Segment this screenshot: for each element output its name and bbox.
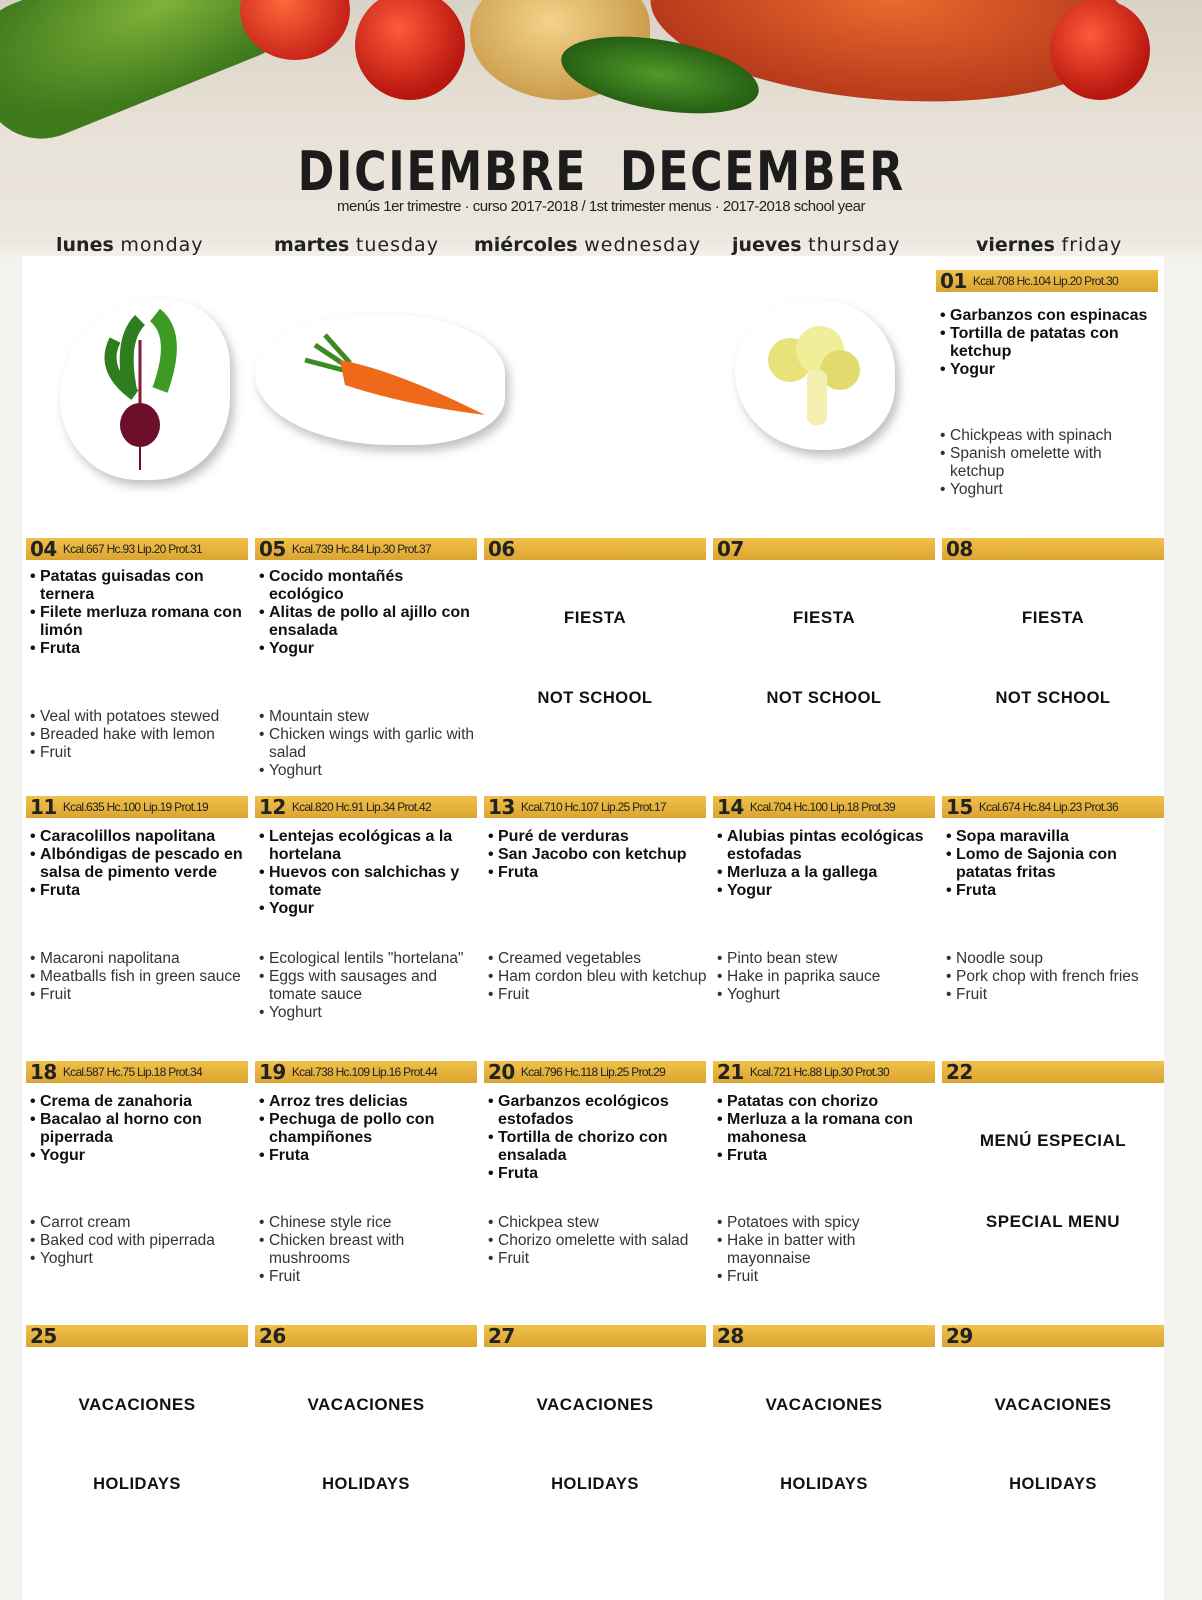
day-cell-13: 13 Kcal.710 Hc.107 Lip.25 Prot.17 • Puré de verduras • San Jacobo con ketchup • Fruta • Creamed vegetables • Ham cordon bleu with ketchup • Fruit bbox=[484, 796, 706, 1046]
day-friday: viernes friday bbox=[976, 234, 1123, 256]
day-cell-01 bbox=[936, 270, 1158, 510]
title-en: DECEMBER bbox=[619, 140, 905, 203]
day-cell-27: 27 VACACIONES HOLIDAYS bbox=[484, 1325, 706, 1525]
day-cell-07: 07 FIESTA NOT SCHOOL bbox=[713, 538, 935, 788]
menu-en: • Mountain stew • Chicken wings with garlic with salad • Yoghurt bbox=[259, 708, 479, 780]
menu-en: • Pinto bean stew • Hake in paprika sauce • Yoghurt bbox=[717, 950, 937, 1004]
menu-en: • Chinese style rice • Chicken breast with mushrooms • Fruit bbox=[259, 1214, 479, 1286]
day-cell-12: 12 Kcal.820 Hc.91 Lip.34 Prot.42 • Lentejas ecológicas a la hortelana • Huevos con salchichas y tomate • Yogur • Ecological lentils "hortelana" • Eggs with sausages and tomate sauce • Yoghurt bbox=[255, 796, 477, 1046]
day-cell-28: 28 VACACIONES HOLIDAYS bbox=[713, 1325, 935, 1525]
day-cell-05: 05 Kcal.739 Hc.84 Lip.30 Prot.37 • Cocido montañés ecológico • Alitas de pollo al ajillo con ensalada • Yogur • Mountain stew • Chicken wings with garlic with salad • Yoghurt bbox=[255, 538, 477, 788]
menu-es: • Garbanzos ecológicos estofados • Tortilla de chorizo con ensalada • Fruta bbox=[488, 1093, 708, 1183]
day-cell-20: 20 Kcal.796 Hc.118 Lip.25 Prot.29 • Garbanzos ecológicos estofados • Tortilla de chorizo con ensalada • Fruta • Chickpea stew • Chorizo omelette with salad • Fruit bbox=[484, 1061, 706, 1311]
day-header: 01 Kcal.708 Hc.104 Lip.20 Prot.30 bbox=[936, 270, 1158, 292]
day-cell-19: 19 Kcal.738 Hc.109 Lip.16 Prot.44 • Arroz tres delicias • Pechuga de pollo con champiñones • Fruta • Chinese style rice • Chicken breast with mushrooms • Fruit bbox=[255, 1061, 477, 1311]
day-cell-06: 06 FIESTA NOT SCHOOL bbox=[484, 538, 706, 788]
day-cell-18: 18 Kcal.587 Hc.75 Lip.18 Prot.34 • Crema de zanahoria • Bacalao al horno con piperrada • Yogur • Carrot cream • Baked cod with piperrada • Yoghurt bbox=[26, 1061, 248, 1311]
menu-en: • Chickpea stew • Chorizo omelette with salad • Fruit bbox=[488, 1214, 708, 1268]
carrot-icon bbox=[255, 315, 505, 445]
menu-en: • Noodle soup • Pork chop with french fries • Fruit bbox=[946, 950, 1166, 1004]
day-cell-22: 22 MENÚ ESPECIAL SPECIAL MENU bbox=[942, 1061, 1164, 1311]
beetroot-icon bbox=[60, 300, 230, 480]
menu-en: • Potatoes with spicy • Hake in batter with mayonnaise • Fruit bbox=[717, 1214, 937, 1286]
day-cell-29: 29 VACACIONES HOLIDAYS bbox=[942, 1325, 1164, 1525]
day-tuesday: martes tuesday bbox=[274, 234, 439, 256]
weekday-header bbox=[0, 234, 1202, 258]
menu-es: • Puré de verduras • San Jacobo con ketchup • Fruta bbox=[488, 828, 708, 882]
day-cell-14: 14 Kcal.704 Hc.100 Lip.18 Prot.39 • Alubias pintas ecológicas estofadas • Merluza a la gallega • Yogur • Pinto bean stew • Hake in paprika sauce • Yoghurt bbox=[713, 796, 935, 1046]
menu-es: • Lentejas ecológicas a la hortelana • Huevos con salchichas y tomate • Yogur bbox=[259, 828, 479, 918]
tomato-icon bbox=[355, 0, 465, 100]
menu-es: • Alubias pintas ecológicas estofadas • Merluza a la gallega • Yogur bbox=[717, 828, 937, 900]
menu-en: • Creamed vegetables • Ham cordon bleu with ketchup • Fruit bbox=[488, 950, 708, 1004]
day-cell-11: 11 Kcal.635 Hc.100 Lip.19 Prot.19 • Caracolillos napolitana • Albóndigas de pescado en salsa de pimento verde • Fruta • Macaroni napolitana • Meatballs fish in green sauce • Fruit bbox=[26, 796, 248, 1046]
page-title bbox=[0, 140, 1202, 203]
day-thursday: jueves thursday bbox=[732, 234, 901, 256]
menu-es: • Sopa maravilla • Lomo de Sajonia con patatas fritas • Fruta bbox=[946, 828, 1166, 900]
day-cell-21: 21 Kcal.721 Hc.88 Lip.30 Prot.30 • Patatas con chorizo • Merluza a la romana con mahonesa • Fruta • Potatoes with spicy • Hake in batter with mayonnaise • Fruit bbox=[713, 1061, 935, 1311]
subtitle: menús 1er trimestre · curso 2017-2018 / 1st trimester menus · 2017-2018 school year bbox=[337, 198, 865, 215]
menu-en: • Carrot cream • Baked cod with piperrada • Yoghurt bbox=[30, 1214, 250, 1268]
menu-es: • Arroz tres delicias • Pechuga de pollo con champiñones • Fruta bbox=[259, 1093, 479, 1165]
menu-es: • Patatas guisadas con ternera • Filete merluza romana con limón • Fruta bbox=[30, 568, 250, 658]
menu-en: • Chickpeas with spinach • Spanish omelette with ketchup • Yoghurt bbox=[940, 427, 1160, 499]
menu-es: • Garbanzos con espinacas • Tortilla de patatas con ketchup • Yogur bbox=[940, 307, 1160, 379]
menu-en: • Macaroni napolitana • Meatballs fish in green sauce • Fruit bbox=[30, 950, 250, 1004]
menu-es: • Patatas con chorizo • Merluza a la romana con mahonesa • Fruta bbox=[717, 1093, 937, 1165]
day-cell-15: 15 Kcal.674 Hc.84 Lip.23 Prot.36 • Sopa maravilla • Lomo de Sajonia con patatas fritas • Fruta • Noodle soup • Pork chop with french fries • Fruit bbox=[942, 796, 1164, 1046]
day-wednesday: miércoles wednesday bbox=[474, 234, 702, 256]
day-monday: lunes monday bbox=[56, 234, 204, 256]
menu-en: • Ecological lentils "hortelana" • Eggs with sausages and tomate sauce • Yoghurt bbox=[259, 950, 479, 1022]
title-es: DICIEMBRE bbox=[297, 140, 587, 203]
menu-es: • Cocido montañés ecológico • Alitas de pollo al ajillo con ensalada • Yogur bbox=[259, 568, 479, 658]
cauliflower-icon bbox=[735, 300, 895, 450]
tomato-icon bbox=[1050, 0, 1150, 100]
menu-en: • Veal with potatoes stewed • Breaded hake with lemon • Fruit bbox=[30, 708, 250, 762]
day-cell-25: 25 VACACIONES HOLIDAYS bbox=[26, 1325, 248, 1525]
day-cell-08: 08 FIESTA NOT SCHOOL bbox=[942, 538, 1164, 788]
day-cell-04: 04 Kcal.667 Hc.93 Lip.20 Prot.31 • Patatas guisadas con ternera • Filete merluza romana con limón • Fruta • Veal with potatoes stewed • Breaded hake with lemon • Fruit bbox=[26, 538, 248, 788]
day-cell-26: 26 VACACIONES HOLIDAYS bbox=[255, 1325, 477, 1525]
menu-es: • Caracolillos napolitana • Albóndigas de pescado en salsa de pimento verde • Fruta bbox=[30, 828, 250, 900]
menu-es: • Crema de zanahoria • Bacalao al horno con piperrada • Yogur bbox=[30, 1093, 250, 1165]
